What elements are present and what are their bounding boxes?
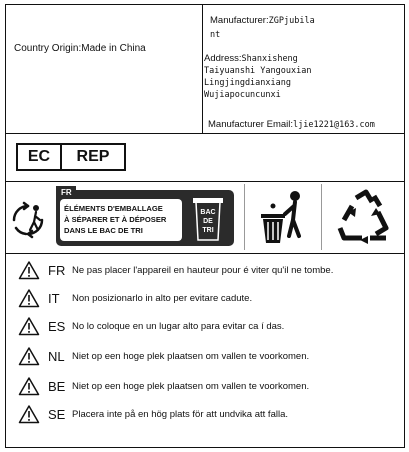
warning-code: ES [48, 318, 66, 334]
recycle-symbol [326, 184, 402, 250]
warning-text: Niet op een hoge plek plaatsen om vallen te voorkomen. [72, 350, 310, 362]
triman-line-1: ÉLÉMENTS D'EMBALLAGE [64, 204, 163, 213]
vertical-divider [202, 5, 203, 133]
bac-text: BAC [200, 209, 216, 216]
ec-rep-section [6, 133, 404, 182]
waste-bin-symbol [244, 184, 322, 250]
warning-text: Placera inte på en hög plats för att undvika att falla. [72, 408, 288, 420]
warning-code: SE [48, 406, 66, 422]
triman-icon [6, 184, 238, 250]
warning-text: Niet op een hoge plek plaatsen om vallen te voorkomen. [72, 380, 310, 392]
warning-row-es [18, 315, 398, 337]
warning-triangle-icon [18, 288, 40, 308]
info-section [6, 5, 404, 134]
triman-line-3: DANS LE BAC DE TRI [64, 226, 143, 235]
warning-code: BE [48, 378, 66, 394]
de-text: DE [203, 218, 213, 225]
warning-triangle-icon [18, 404, 40, 424]
manufacturer-address: Address:Shanxisheng Taiyuanshi Yangouxian Lingjingdianxiang Wujiapocuncunxi [204, 53, 312, 100]
recycle-icon [326, 184, 402, 250]
warning-code: FR [48, 262, 66, 278]
tri-text: TRI [202, 227, 214, 234]
warning-code: IT [48, 290, 60, 306]
warning-text: Ne pas placer l'appareil en hauteur pour é viter qu'il ne tombe. [72, 264, 334, 276]
warning-triangle-icon [18, 346, 40, 366]
waste-bin-icon [245, 184, 321, 250]
warning-text: No lo coloque en un lugar alto para evitar ca í das. [72, 320, 285, 332]
warning-row-be [18, 375, 398, 397]
warning-row-fr [18, 259, 398, 281]
warning-code: NL [48, 348, 65, 364]
country-origin: Country Origin:Made in China [14, 43, 146, 54]
warning-text: Non posizionarlo in alto per evitare cadute. [72, 292, 253, 304]
warning-triangle-icon [18, 376, 40, 396]
ec-text: EC [18, 145, 62, 169]
triman-logo [6, 184, 238, 250]
manufacturer-name: Manufacturer:ZGPjubila nt [210, 15, 315, 40]
triman-line-2: À SÉPARER ET À DÉPOSER [64, 215, 167, 224]
warning-row-it [18, 287, 398, 309]
product-label [5, 4, 405, 448]
ec-rep-mark [16, 143, 126, 171]
warning-row-se [18, 403, 398, 425]
manufacturer-email: Manufacturer Email:ljie1221@163.com [208, 119, 375, 130]
warning-triangle-icon [18, 260, 40, 280]
recycling-section [6, 181, 404, 254]
warning-triangle-icon [18, 316, 40, 336]
rep-text: REP [76, 148, 110, 165]
fr-tag: FR [61, 188, 72, 197]
warning-row-nl [18, 345, 398, 367]
